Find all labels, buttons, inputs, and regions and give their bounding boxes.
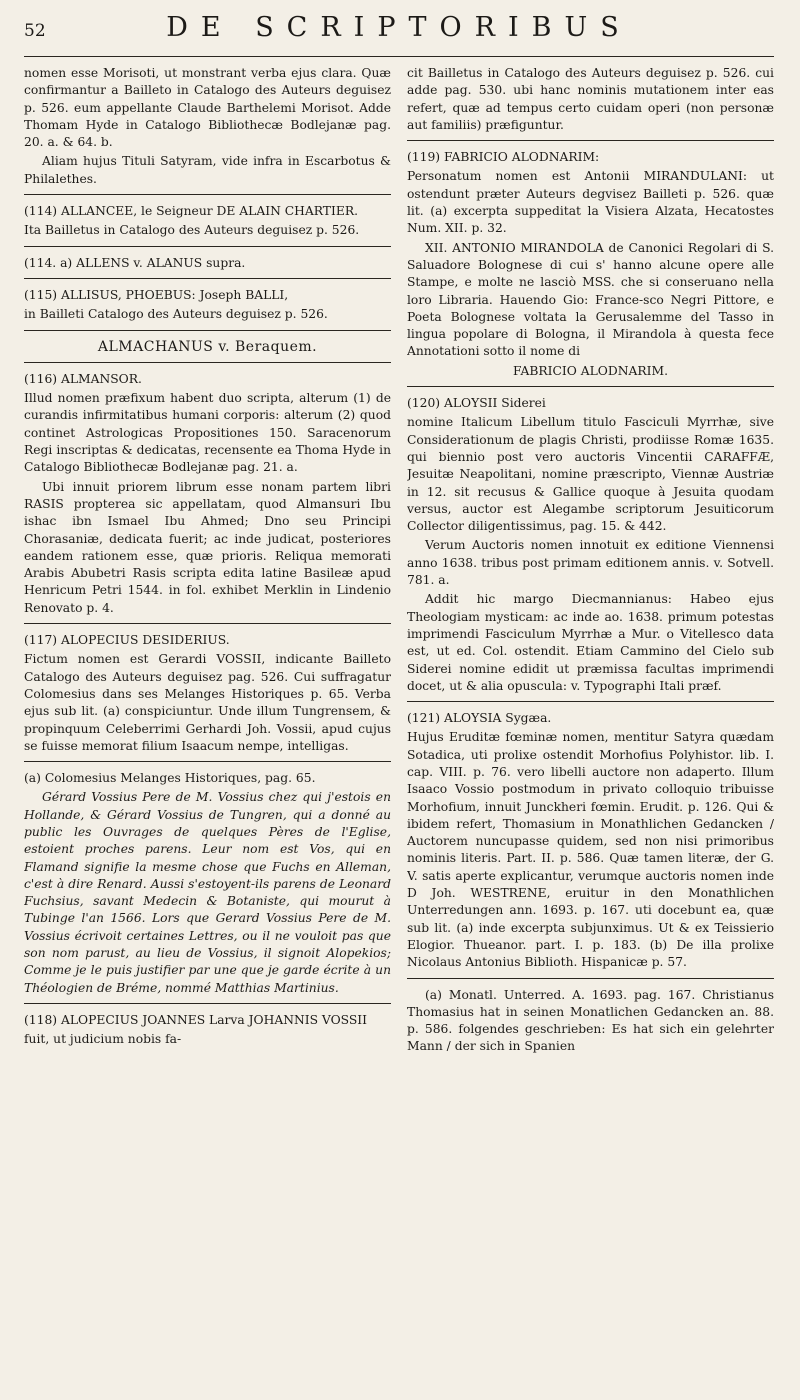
page-header [24, 12, 774, 56]
signature-line: FABRICIO ALODNARIM. [513, 363, 668, 378]
entry-heading: (114) ALLANCEE, le Seigneur DE ALAIN CHARTIER. [24, 204, 358, 219]
divider [407, 386, 774, 387]
footnote-text: (a) Monatl. Unterred. A. 1693. pag. 167. Christianus Thomasius hat in seinen Monatlichen Gedancken an. 88. p. 586. folgendes geschrieben: Es hat sich ein gelehrter Mann / der sich in Spanien [407, 987, 774, 1054]
right-column [407, 65, 774, 1385]
footnote-text: Gérard Vossius Pere de M. Vossius chez qui j'estois en Hollande, & Gérard Vossius de Tungren, qui a donné au public les Ouvrages de quelques Pères de l'Eglise, estoient proches parens. Leur nom est Vos, qui en Flamand signifie la mesme chose que Fuchs en Alleman, c'est à dire Renard. Aussi s'estoyent-ils parens de Leonard Fuchsius, savant Medecin & Botaniste, qui mourut à Tubinge l'an 1566. Lors que Gerard Vossius Pere de M. Vossius écrivoit certaines Lettres, ou il ne vouloit pas que son nom parust, au lieu de Vossius, il signoit Alopekios; Comme je le puis justifier par une que je garde écrite à un Théologien de Bréme, nommé Matthias Martinius. [24, 790, 391, 995]
entry-text: Fictum nomen est Gerardi VOSSII, indicante Bailleto Catalogo des Auteurs deguisez pag. 526. Cui suffragatur Colomesius dans ses Melanges Historiques p. 65. Verba ejus sub lit. (a) conspiciuntur. Unde illum Tungrensem, & propinquum Celeberrimi Gerhardi Joh. Vossii, apud cujus se fuisse memorat filium Isaacum nempe, intelligas. [24, 652, 391, 753]
header-rule [24, 56, 774, 57]
entry-text: Ubi innuit priorem librum esse nonam partem libri RASIS propterea sic appellatam, quod Almansuri Ibu ishac ibn Ismael Ibu Ahmed; Dno seu Principi Chorasaniæ, dedicata fuerit; ac inde judicat, posteriores eandem rationem esse, quæ prioris. Reliqua memorati Arabis Abubetri Rasis scripta edita latine Basileæ apud Henricum Petri 1544. in fol. exhibet Merklin in Lindenio Renovato p. 4. [24, 479, 391, 615]
paragraph: Aliam hujus Tituli Satyram, vide infra in Escarbotus & Philalethes. [24, 154, 391, 186]
entry-text: in Bailleti Catalogo des Auteurs deguisez p. 526. [24, 307, 328, 322]
entry-text: Verum Auctoris nomen innotuit ex editione Viennensi anno 1638. tribus post primam editionem annis. v. Sotvell. 781. a. [407, 538, 774, 588]
entry-text: Addit hic margo Diecmannianus: Habeo ejus Theologiam mysticam: ac inde ao. 1638. primum potestas imprimendi Fasciculum Myrrhæ a Mur. o Vitellesco data est, ut ed. Col. ostendit. Etiam Cammino del Cielo sub Siderei nomine edidit ut præmissa facultas imprimendi docet, ut & alia opuscula: v. Typographi Itali præf. [407, 592, 774, 693]
entry-text: Personatum nomen est Antonii MIRANDULANI: ut ostendunt præter Auteurs degvisez Bailleti p. 526. quæ lit. (a) excerpta suppeditat la Visiera Alzata, Hecatostes Num. XII. p. 32. [407, 169, 774, 236]
divider [24, 362, 391, 363]
running-head: DE SCRIPTORIBUS [166, 12, 632, 43]
entry-text: Ita Bailletus in Catalogo des Auteurs deguisez p. 526. [24, 223, 360, 238]
paragraph: nomen esse Morisoti, ut monstrant verba ejus clara. Quæ confirmantur a Bailleto in Catalogo des Auteurs deguisez p. 526. eum appellante Claude Barthelemi Morisot. Adde Thomam Hyde in Catalogo Bibliothecæ Bodlejanæ pag. 20. a. & 64. b. [24, 66, 391, 150]
entry-heading: (119) FABRICIO ALODNARIM: [407, 150, 600, 165]
footnote-heading: (a) Colomesius Melanges Historiques, pag. 65. [24, 771, 316, 786]
divider [407, 701, 774, 702]
entry-heading: (118) ALOPECIUS JOANNES Larva JOHANNIS VOSSII [24, 1012, 368, 1027]
cross-reference: ALMACHANUS v. Beraquem. [97, 338, 318, 355]
left-column [24, 65, 391, 1385]
entry-heading: (117) ALOPECIUS DESIDERIUS. [24, 633, 230, 648]
entry-heading: (116) ALMANSOR. [24, 371, 142, 386]
divider [24, 761, 391, 762]
divider [24, 1003, 391, 1004]
entry-text: nomine Italicum Libellum titulo Fasciculi Myrrhæ, sive Considerationum de plagis Christi, prodiisse Romæ 1635. qui biennio post vero auctoris Vincentii CARAFFÆ, Jesuitæ Neapolitani, nomine præscripto, Viennæ Austriæ in 12. sit recusus & Gallice quoque à Jesuita quodam versus, auctor est Alegambe scriptorum Jesuiticorum Collector diligentissimus, pag. 15. & 442. [407, 415, 774, 534]
entry-text: fuit, ut judicium nobis fa- [24, 1032, 182, 1047]
divider [24, 246, 391, 247]
divider [24, 194, 391, 195]
entry-text: Illud nomen præfixum habent duo scripta, alterum (1) de curandis infirmitatibus humani corporis: alterum (2) quod continet Astrologicas Propositiones 150. Saracenorum Regi inscriptas & dedicatas, recensente ea Thoma Hyde in Catalogo Bibliothecæ Bodlejanæ pag. 21. a. [24, 391, 391, 475]
divider [24, 330, 391, 331]
paragraph: cit Bailletus in Catalogo des Auteurs deguisez p. 526. cui adde pag. 530. ubi hanc nominis mutationem inter eas refert, quæ ad tempus certo cuidam operi (non personæ aut familiis) præfiguntur. [407, 66, 774, 132]
two-column-body [24, 65, 774, 1385]
entry-heading: (115) ALLISUS, PHOEBUS: Joseph BALLI, [24, 287, 289, 302]
entry-heading: (120) ALOYSII Siderei [407, 396, 546, 411]
entry-text: Hujus Eruditæ fœminæ nomen, mentitur Satyra quædam Sotadica, uti prolixe ostendit Morhofius Polyhistor. lib. I. cap. VIII. p. 76. vero libelli auctore non adaperto. Illum Isaaco Vossio postmodum in privato colloquio tribuisse Morhofium, innuit Junckheri fœmin. Erudit. p. 126. Qui & ibidem refert, Thomasium in Monathlichen Gedancken / Auctorem nuncupasse quidem, sed non nisi primoribus nominis literis. Part. II. p. 586. Quæ tamen literæ, der G. V. satis aperte explicantur, verumque auctoris nomen inde D Joh. WESTRENE, eruitur in den Monathlichen Unterredungen ann. 1693. p. 167. uti docebunt ea, quæ sub lit. (a) inde excerpta subjunximus. Ut & ex Teissierio Elogior. Thueanor. part. I. p. 183. (b) De illa prolixe Nicolaus Antonius Biblioth. Hispanicæ p. 57. [407, 730, 774, 970]
divider [24, 278, 391, 279]
page-number: 52 [24, 21, 46, 41]
entry-heading: (121) ALOYSIA Sygæa. [407, 711, 552, 726]
entry-heading: (114. a) ALLENS v. ALANUS supra. [24, 255, 246, 270]
divider [24, 623, 391, 624]
divider [407, 978, 774, 979]
divider [407, 140, 774, 141]
quoted-text: XII. ANTONIO MIRANDOLA de Canonici Regolari di S. Saluadore Bolognese di cui s' hanno alcune opere alle Stampe, e molte ne lasciò MSS. che si conseruano nella loro Libraria. Hauendo Gio: France-sco Negri Pittore, e Poeta Bolognese voltata la Gerusalemme del Tasso in lingua popolare di Bologna, il Mirandola à questa fece Annotationi sotto il nome di [407, 240, 774, 359]
